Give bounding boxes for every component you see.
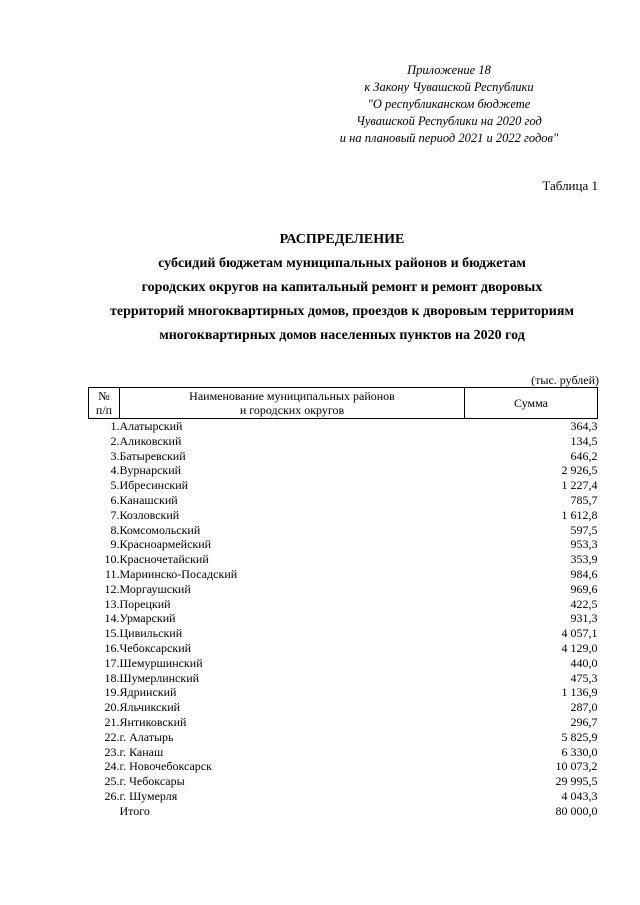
row-sum: 984,6: [570, 566, 598, 581]
row-name: Ядринский: [119, 685, 177, 700]
row-number: 15.: [104, 626, 120, 641]
row-number: 20.: [104, 700, 120, 715]
row-sum: 4 043,3: [561, 788, 598, 803]
row-sum: 4 057,1: [561, 626, 598, 641]
row-number: 26.: [104, 788, 120, 803]
row-number: 5.: [110, 478, 120, 493]
table-row: [89, 730, 598, 745]
row-number: 10.: [104, 552, 120, 567]
row-number: 23.: [104, 744, 120, 759]
row-number: 4.: [110, 463, 120, 478]
row-number: 6.: [110, 492, 120, 507]
row-name: Вурнарский: [119, 463, 182, 478]
row-name: Ибресинский: [119, 478, 189, 493]
table-row: [89, 523, 598, 538]
row-number: 16.: [104, 640, 120, 655]
row-number: 25.: [104, 774, 120, 789]
table-row: [89, 419, 598, 434]
table-row: [89, 449, 598, 464]
row-name: Моргаушский: [119, 581, 191, 596]
row-sum: 353,9: [570, 552, 598, 567]
row-number: 12.: [104, 581, 120, 596]
row-name: Янтиковский: [119, 714, 187, 729]
row-name: Чебоксарский: [119, 640, 192, 655]
appendix-line: к Закону Чувашской Республики: [364, 80, 534, 94]
row-name: г. Новочебоксарск: [119, 759, 212, 774]
row-name: г. Шумерля: [119, 788, 178, 803]
table-row: [89, 759, 598, 774]
row-name: Порецкий: [119, 596, 171, 611]
row-sum: 287,0: [570, 700, 598, 715]
table-row: [89, 537, 598, 552]
table-row: [89, 626, 598, 641]
table-row: [89, 567, 598, 582]
row-sum: 440,0: [570, 655, 598, 670]
row-name: Шемуршинский: [119, 655, 203, 670]
row-name: Комсомольский: [119, 522, 201, 537]
table-row: [89, 493, 598, 508]
row-sum: 1 612,8: [561, 507, 598, 522]
row-number: 9.: [110, 537, 120, 552]
table-row: [89, 700, 598, 715]
table-row: [89, 611, 598, 626]
row-name: Урмарский: [119, 611, 176, 626]
row-name: г. Канаш: [119, 744, 164, 759]
row-sum: 475,3: [570, 670, 598, 685]
appendix-line: Приложение 18: [407, 63, 491, 77]
row-sum: 422,5: [570, 596, 598, 611]
row-sum: 364,3: [570, 419, 598, 433]
row-sum: 646,2: [570, 448, 598, 463]
row-name: Канашский: [119, 492, 178, 507]
table-row: [89, 597, 598, 612]
row-name: Батыревский: [119, 448, 186, 463]
header-number: [89, 388, 120, 419]
row-name: Яльчикский: [119, 700, 181, 715]
table-row: [89, 552, 598, 567]
row-name: Алатырский: [119, 419, 183, 433]
title-line: территорий многоквартирных домов, проездов к дворовым территориям: [110, 304, 574, 319]
row-name: г. Чебоксары: [119, 774, 185, 789]
header-number-line1: №: [98, 389, 110, 403]
table-row: [89, 641, 598, 656]
row-sum: 10 073,2: [555, 759, 598, 774]
table-row: [89, 685, 598, 700]
total-label: Итого: [119, 803, 150, 818]
title-line: городских округов на капитальный ремонт и ремонт дворовых: [141, 280, 543, 295]
header-name-line1: Наименование муниципальных районов: [189, 389, 395, 403]
units-label: (тыс. рублей): [531, 373, 599, 387]
row-number: 13.: [104, 596, 120, 611]
row-name: Красночетайский: [119, 552, 209, 567]
row-sum: 953,3: [570, 537, 598, 552]
row-sum: 4 129,0: [561, 640, 598, 655]
row-name: Шумерлинский: [119, 670, 200, 685]
distribution-table: [88, 387, 598, 819]
row-sum: 931,3: [570, 611, 598, 626]
table-row: [89, 463, 598, 478]
row-number: 18.: [104, 670, 120, 685]
row-name: Мариинско-Посадский: [119, 566, 238, 581]
table-row: [89, 656, 598, 671]
appendix-line: "О республиканском бюджете: [367, 97, 531, 111]
row-number: 21.: [104, 714, 120, 729]
row-name: г. Алатырь: [119, 729, 174, 744]
row-sum: 1 227,4: [561, 478, 598, 493]
table-row: [89, 715, 598, 730]
table-row: [89, 478, 598, 493]
row-number: 1.: [110, 419, 120, 433]
row-sum: 969,6: [570, 581, 598, 596]
appendix-note: [300, 62, 598, 147]
total-number: [89, 804, 120, 819]
header-sum: Сумма: [465, 388, 598, 419]
row-sum: 6 330,0: [561, 744, 598, 759]
title-line: субсидий бюджетам муниципальных районов и бюджетам: [158, 256, 526, 271]
row-sum: 134,5: [570, 433, 598, 448]
row-number: 14.: [104, 611, 120, 626]
row-name: Аликовский: [119, 433, 182, 448]
table-label: Таблица 1: [542, 178, 598, 193]
row-number: 19.: [104, 685, 120, 700]
row-sum: 5 825,9: [561, 729, 598, 744]
appendix-line: Чувашской Республики на 2020 год: [356, 114, 542, 128]
title-heading: РАСПРЕДЕЛЕНИЕ: [279, 232, 405, 247]
table-row: [89, 582, 598, 597]
table-row: [89, 774, 598, 789]
table-row: [89, 745, 598, 760]
total-row: [89, 804, 598, 819]
row-name: Козловский: [119, 507, 180, 522]
row-number: 22.: [104, 729, 120, 744]
row-sum: 2 926,5: [561, 463, 598, 478]
row-name: Цивильский: [119, 626, 183, 641]
row-number: 8.: [110, 522, 120, 537]
document-title: [60, 228, 624, 348]
table-row: [89, 671, 598, 686]
table-row: [89, 434, 598, 449]
table-row: [89, 789, 598, 804]
row-sum: 785,7: [570, 492, 598, 507]
row-sum: 29 995,5: [555, 774, 598, 789]
header-name: [120, 388, 465, 419]
row-sum: 1 136,9: [561, 685, 598, 700]
table-body: [89, 419, 598, 804]
row-number: 17.: [104, 655, 120, 670]
header-number-line2: п/п: [95, 403, 113, 417]
header-name-line2: и городских округов: [239, 403, 345, 417]
row-number: 7.: [110, 507, 120, 522]
row-name: Красноармейский: [119, 537, 212, 552]
appendix-line: и на плановый период 2021 и 2022 годов": [339, 131, 559, 145]
row-sum: 296,7: [570, 714, 598, 729]
table-row: [89, 508, 598, 523]
table-header-row: [89, 388, 598, 419]
row-sum: 597,5: [570, 522, 598, 537]
row-number: 2.: [110, 433, 120, 448]
row-number: 11.: [104, 566, 120, 581]
title-line: многоквартирных домов населенных пунктов на 2020 год: [159, 328, 525, 343]
row-number: 24.: [104, 759, 120, 774]
total-sum: 80 000,0: [555, 803, 598, 818]
row-number: 3.: [110, 448, 120, 463]
